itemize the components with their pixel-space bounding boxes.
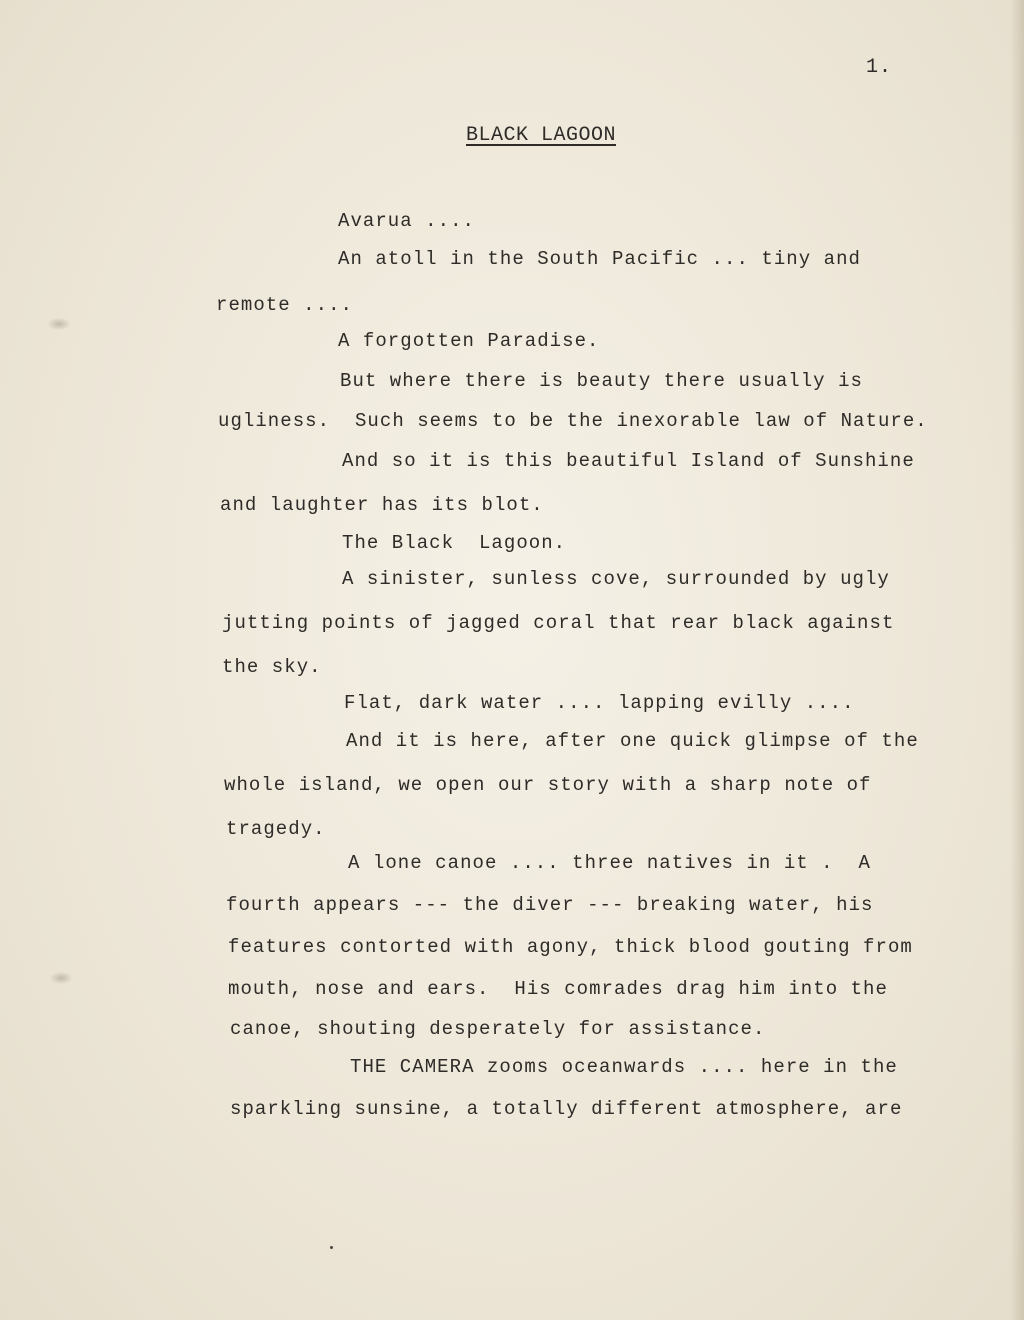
text-line: THE CAMERA zooms oceanwards .... here in the [350,1056,898,1078]
text-line: Flat, dark water .... lapping evilly .... [344,692,855,714]
text-line: sparkling sunsine, a totally different atmosphere, are [230,1098,903,1120]
text-line: And it is here, after one quick glimpse of the [346,730,919,752]
text-line: tragedy. [226,818,326,840]
text-line: A forgotten Paradise. [338,330,600,352]
text-line: jutting points of jagged coral that rear black against [222,612,895,634]
text-line: A lone canoe .... three natives in it . A [348,852,871,874]
punch-hole-mark [50,972,72,984]
punch-hole-mark [48,318,70,330]
text-line: whole island, we open our story with a sharp note of [224,774,872,796]
text-line: Avarua .... [338,210,475,232]
page-number: 1. [866,56,893,79]
document-title: BLACK LAGOON [466,124,617,147]
text-line: the sky. [222,656,322,678]
text-line: mouth, nose and ears. His comrades drag him into the [228,978,888,1000]
text-line: ugliness. Such seems to be the inexorable law of Nature. [218,410,928,432]
text-line: But where there is beauty there usually is [340,370,863,392]
text-line: canoe, shouting desperately for assistance. [230,1018,766,1040]
text-line: fourth appears --- the diver --- breaking water, his [226,894,874,916]
text-line: The Black Lagoon. [342,532,567,554]
text-line: features contorted with agony, thick blood gouting from [228,936,913,958]
ink-speck [330,1246,333,1249]
text-line: And so it is this beautiful Island of Sunshine [342,450,915,472]
text-line: A sinister, sunless cove, surrounded by ugly [342,568,890,590]
page-edge-shadow [1010,0,1024,1320]
text-line: and laughter has its blot. [220,494,544,516]
text-line: remote .... [216,294,353,316]
text-line: An atoll in the South Pacific ... tiny and [338,248,861,270]
